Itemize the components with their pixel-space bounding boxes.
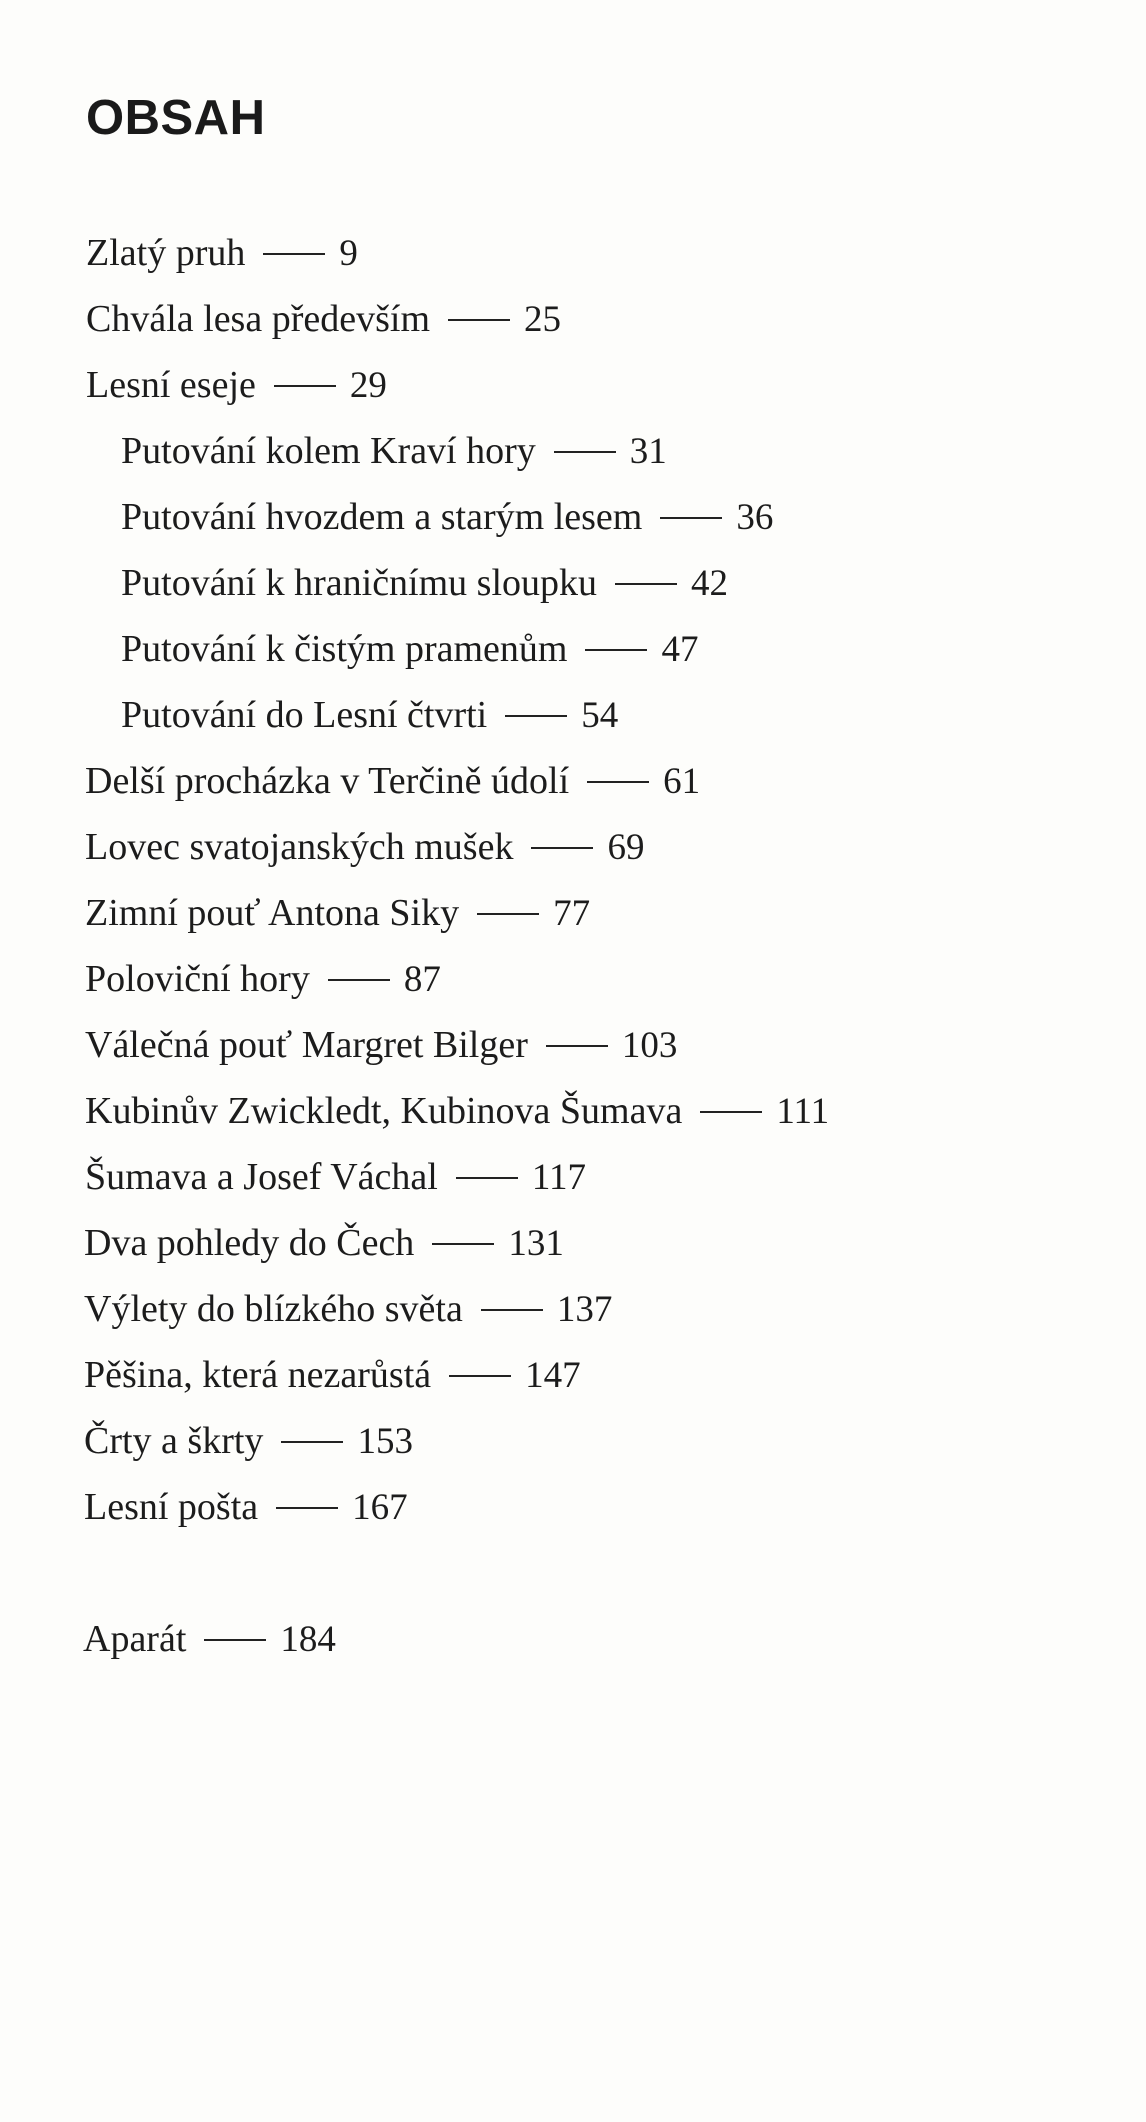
toc-entry-title: Chvála lesa především (86, 298, 431, 340)
toc-dash (585, 649, 647, 651)
toc-entry-title: Šumava a Josef Váchal (85, 1156, 438, 1198)
toc-entry-page: 147 (525, 1355, 581, 1396)
toc-entry (121, 494, 773, 541)
toc-entry-page: 184 (280, 1619, 336, 1660)
toc-entry-page: 111 (776, 1091, 830, 1132)
toc-entry-title: Zlatý pruh (86, 232, 246, 274)
toc-dash (328, 979, 390, 981)
toc-dash (615, 583, 677, 585)
toc-entry-title: Dva pohledy do Čech (84, 1222, 415, 1264)
toc-entry-title: Zimní pouť Antona Siky (85, 892, 460, 934)
toc-entry-page: 9 (339, 233, 358, 274)
toc-dash (456, 1177, 518, 1179)
toc-dash (477, 913, 539, 915)
toc-entry-title: Lesní eseje (86, 364, 256, 406)
toc-entry-title: Putování k čistým pramenům (121, 628, 568, 670)
toc-entry (86, 230, 358, 277)
toc-entry-title: Putování k hraničnímu sloupku (121, 562, 598, 604)
toc-entry (85, 1022, 677, 1069)
toc-entry-title: Putování kolem Kraví hory (121, 430, 536, 472)
toc-dash (204, 1639, 266, 1641)
toc-entry (121, 692, 618, 739)
toc-entry-title: Výlety do blízkého světa (84, 1288, 463, 1330)
toc-entry-page: 153 (357, 1421, 413, 1462)
toc-entry-title: Putování hvozdem a starým lesem (121, 496, 643, 538)
toc-entry (84, 1418, 413, 1465)
toc-entry-page: 42 (691, 563, 729, 604)
toc-entry-title: Lesní pošta (84, 1486, 259, 1528)
toc-entry-page: 131 (508, 1223, 564, 1264)
toc-entry-page: 47 (661, 629, 699, 670)
toc-entry (85, 956, 441, 1003)
toc-dash (587, 781, 649, 783)
toc-dash (274, 385, 336, 387)
toc-entry-title: Poloviční hory (85, 958, 310, 1000)
toc-entry (121, 626, 698, 673)
toc-entry (86, 296, 561, 343)
toc-entry-title: Válečná pouť Margret Bilger (85, 1024, 528, 1066)
toc-entry-page: 137 (556, 1289, 613, 1330)
toc-entry (121, 560, 728, 607)
toc-dash (281, 1441, 343, 1443)
toc-entry-page: 87 (403, 959, 441, 1000)
toc-entry (85, 890, 590, 937)
toc-entry-page: 54 (581, 695, 619, 736)
toc-entry (84, 1220, 564, 1267)
toc-entry-page: 31 (629, 431, 667, 472)
toc-dash (700, 1111, 762, 1113)
toc-dash (531, 847, 593, 849)
toc-entry (85, 824, 644, 871)
toc-entry-page: 117 (531, 1157, 586, 1198)
toc-entry (84, 1484, 408, 1531)
toc-entry-page: 29 (349, 365, 387, 406)
toc-dash (449, 1375, 511, 1377)
toc-dash (546, 1045, 608, 1047)
toc-entry (84, 1352, 581, 1399)
toc-entry-title: Črty a škrty (84, 1420, 264, 1462)
toc-dash (481, 1309, 543, 1311)
toc-entry-title: Lovec svatojanských mušek (85, 826, 514, 868)
toc-entry-page: 69 (607, 827, 645, 868)
toc-entry-title: Delší procházka v Terčině údolí (85, 760, 570, 802)
toc-entry (121, 428, 667, 475)
toc-dash (660, 517, 722, 519)
page-heading: OBSAH (86, 91, 266, 145)
toc-entry-page: 167 (352, 1487, 408, 1528)
toc-dash (505, 715, 567, 717)
toc-entry (85, 1088, 829, 1135)
toc-entry-page: 103 (621, 1025, 678, 1066)
toc-entry-page: 61 (663, 761, 701, 802)
toc-dash (263, 253, 325, 255)
toc-dash (276, 1507, 338, 1509)
toc-dash (554, 451, 616, 453)
toc-entry-title: Pěšina, která nezarůstá (84, 1354, 432, 1396)
toc-entry-title: Kubinův Zwickledt, Kubinova Šumava (85, 1090, 683, 1132)
toc-entry (86, 362, 387, 409)
toc-entry-title: Aparát (83, 1618, 187, 1660)
toc-entry (85, 758, 700, 805)
toc-entry-page: 36 (736, 497, 774, 538)
toc-dash (448, 319, 510, 321)
toc-entry-page: 25 (524, 299, 562, 340)
toc-dash (432, 1243, 494, 1245)
toc-entry (83, 1616, 336, 1663)
toc-entry-page: 77 (553, 893, 591, 934)
toc-entry-title: Putování do Lesní čtvrti (121, 694, 488, 736)
toc-entry (85, 1154, 586, 1201)
toc-entry (84, 1286, 612, 1333)
